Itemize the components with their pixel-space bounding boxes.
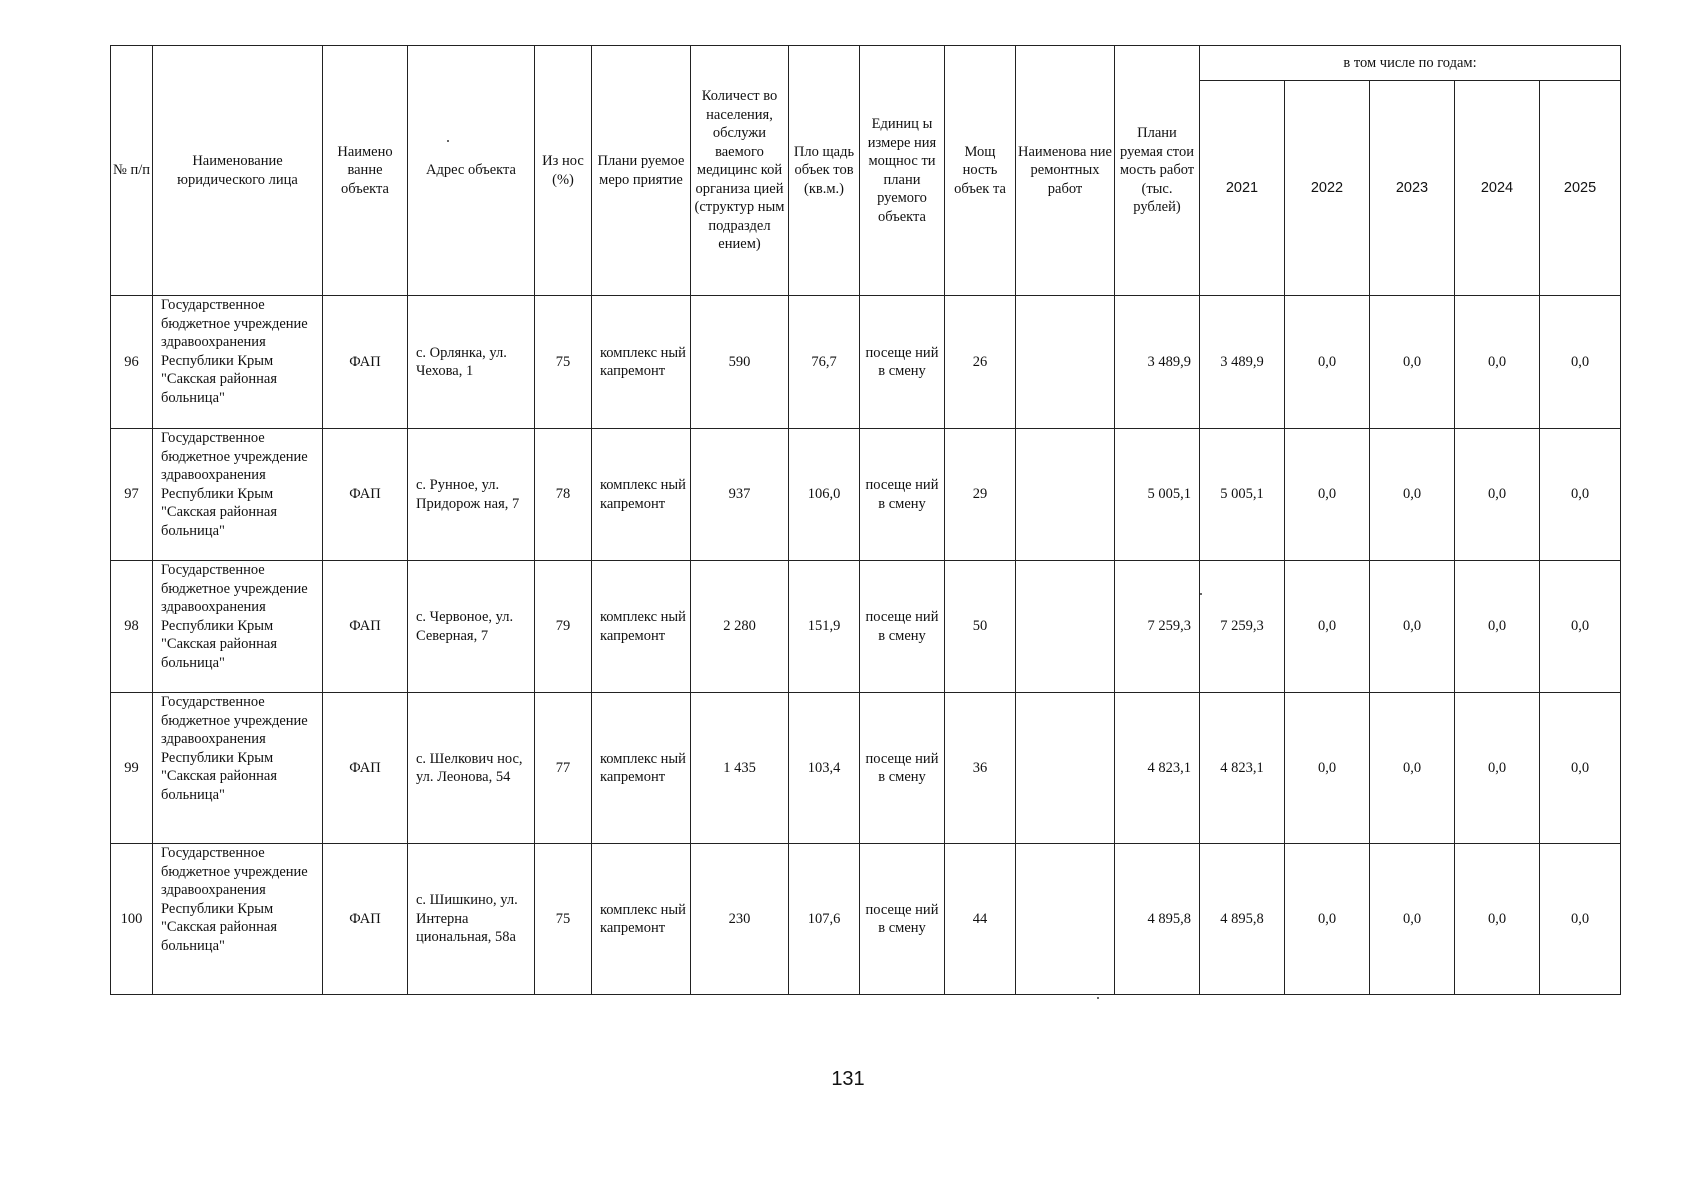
row-capacity: 26 — [945, 296, 1016, 429]
header-wear: Из нос (%) — [535, 46, 592, 296]
row-wear: 75 — [535, 844, 592, 995]
row-population: 230 — [691, 844, 789, 995]
row-num: 100 — [111, 844, 153, 995]
row-cost: 3 489,9 — [1115, 296, 1200, 429]
table-row — [111, 296, 1621, 429]
header-address: Адрес объекта — [408, 46, 535, 296]
scan-speck — [447, 140, 449, 142]
row-cost: 5 005,1 — [1115, 429, 1200, 561]
row-object: ФАП — [323, 429, 408, 561]
row-object: ФАП — [323, 561, 408, 693]
repair-plan-table — [110, 45, 1621, 995]
row-works — [1016, 429, 1115, 561]
row-works — [1016, 844, 1115, 995]
row-year-value: 0,0 — [1370, 296, 1455, 429]
row-unit: посеще ний в смену — [860, 844, 945, 995]
row-address: с. Червоное, ул. Северная, 7 — [408, 561, 535, 693]
row-object: ФАП — [323, 844, 408, 995]
row-year-value: 0,0 — [1370, 561, 1455, 693]
row-cost: 4 895,8 — [1115, 844, 1200, 995]
row-year-value: 0,0 — [1455, 844, 1540, 995]
row-year-value: 0,0 — [1370, 844, 1455, 995]
row-object: ФАП — [323, 296, 408, 429]
row-wear: 78 — [535, 429, 592, 561]
row-address: с. Шелкович нос, ул. Леонова, 54 — [408, 693, 535, 844]
row-capacity: 44 — [945, 844, 1016, 995]
row-area: 107,6 — [789, 844, 860, 995]
header-object: Наимено ванне объекта — [323, 46, 408, 296]
header-population: Количест во населения, обслужи ваемого медицинс кой организа цией (структур ным подраздел ением) — [691, 46, 789, 296]
row-cost: 4 823,1 — [1115, 693, 1200, 844]
header-area: Пло щадь объек тов (кв.м.) — [789, 46, 860, 296]
row-year-value: 0,0 — [1285, 561, 1370, 693]
row-object: ФАП — [323, 693, 408, 844]
row-works — [1016, 693, 1115, 844]
row-capacity: 36 — [945, 693, 1016, 844]
row-works — [1016, 561, 1115, 693]
row-area: 151,9 — [789, 561, 860, 693]
row-capacity: 50 — [945, 561, 1016, 693]
header-unit: Единиц ы измере ния мощнос ти плани руемого объекта — [860, 46, 945, 296]
row-year-value: 7 259,3 — [1200, 561, 1285, 693]
row-year-value: 0,0 — [1285, 296, 1370, 429]
row-year-value: 0,0 — [1285, 429, 1370, 561]
row-unit: посеще ний в смену — [860, 561, 945, 693]
row-num: 97 — [111, 429, 153, 561]
header-year: 2023 — [1370, 81, 1455, 296]
table-row — [111, 561, 1621, 693]
row-measure: комплекс ный капремонт — [592, 561, 691, 693]
row-year-value: 0,0 — [1455, 429, 1540, 561]
row-works — [1016, 296, 1115, 429]
row-population: 1 435 — [691, 693, 789, 844]
row-wear: 79 — [535, 561, 592, 693]
page-number: 131 — [831, 1068, 865, 1090]
row-measure: комплекс ный капремонт — [592, 844, 691, 995]
header-year: 2022 — [1285, 81, 1370, 296]
row-year-value: 0,0 — [1285, 844, 1370, 995]
header-years-caption: в том числе по годам: — [1200, 46, 1621, 81]
row-year-value: 0,0 — [1285, 693, 1370, 844]
row-year-value: 0,0 — [1540, 429, 1621, 561]
row-year-value: 4 895,8 — [1200, 844, 1285, 995]
row-org: Государственное бюджетное учреждение здравоохранения Республики Крым "Сакская районная больница" — [153, 296, 323, 429]
row-measure: комплекс ный капремонт — [592, 429, 691, 561]
row-address: с. Шишкино, ул. Интерна циональная, 58а — [408, 844, 535, 995]
table-row — [111, 693, 1621, 844]
scan-speck — [1200, 593, 1202, 595]
header-measure: Плани руемое меро приятие — [592, 46, 691, 296]
row-population: 937 — [691, 429, 789, 561]
row-cost: 7 259,3 — [1115, 561, 1200, 693]
row-area: 106,0 — [789, 429, 860, 561]
row-unit: посеще ний в смену — [860, 429, 945, 561]
row-area: 103,4 — [789, 693, 860, 844]
header-row-top — [111, 46, 1621, 81]
row-year-value: 0,0 — [1455, 693, 1540, 844]
row-population: 590 — [691, 296, 789, 429]
row-num: 96 — [111, 296, 153, 429]
header-works: Наименова ние ремонтных работ — [1016, 46, 1115, 296]
header-year: 2024 — [1455, 81, 1540, 296]
header-num: № п/п — [111, 46, 153, 296]
row-area: 76,7 — [789, 296, 860, 429]
row-address: с. Рунное, ул. Придорож ная, 7 — [408, 429, 535, 561]
row-year-value: 0,0 — [1540, 844, 1621, 995]
row-num: 99 — [111, 693, 153, 844]
row-address: с. Орлянка, ул. Чехова, 1 — [408, 296, 535, 429]
header-year: 2021 — [1200, 81, 1285, 296]
header-cost: Плани руемая стои мость работ (тыс. рублей) — [1115, 46, 1200, 296]
row-year-value: 0,0 — [1370, 429, 1455, 561]
row-wear: 75 — [535, 296, 592, 429]
row-measure: комплекс ный капремонт — [592, 693, 691, 844]
row-unit: посеще ний в смену — [860, 296, 945, 429]
table-row — [111, 429, 1621, 561]
row-population: 2 280 — [691, 561, 789, 693]
row-unit: посеще ний в смену — [860, 693, 945, 844]
row-year-value: 0,0 — [1540, 296, 1621, 429]
header-year: 2025 — [1540, 81, 1621, 296]
row-year-value: 0,0 — [1370, 693, 1455, 844]
row-year-value: 4 823,1 — [1200, 693, 1285, 844]
scan-speck — [1097, 997, 1099, 999]
row-year-value: 0,0 — [1455, 561, 1540, 693]
row-org: Государственное бюджетное учреждение здравоохранения Республики Крым "Сакская районная больница" — [153, 429, 323, 561]
row-num: 98 — [111, 561, 153, 693]
table-row — [111, 844, 1621, 995]
row-wear: 77 — [535, 693, 592, 844]
row-year-value: 3 489,9 — [1200, 296, 1285, 429]
row-measure: комплекс ный капремонт — [592, 296, 691, 429]
row-year-value: 5 005,1 — [1200, 429, 1285, 561]
row-org: Государственное бюджетное учреждение здравоохранения Республики Крым "Сакская районная больница" — [153, 561, 323, 693]
header-org: Наименование юридического лица — [153, 46, 323, 296]
row-capacity: 29 — [945, 429, 1016, 561]
row-org: Государственное бюджетное учреждение здравоохранения Республики Крым "Сакская районная больница" — [153, 693, 323, 844]
header-capacity: Мощ ность объек та — [945, 46, 1016, 296]
row-year-value: 0,0 — [1540, 693, 1621, 844]
row-year-value: 0,0 — [1455, 296, 1540, 429]
row-year-value: 0,0 — [1540, 561, 1621, 693]
row-org: Государственное бюджетное учреждение здравоохранения Республики Крым "Сакская районная больница" — [153, 844, 323, 995]
